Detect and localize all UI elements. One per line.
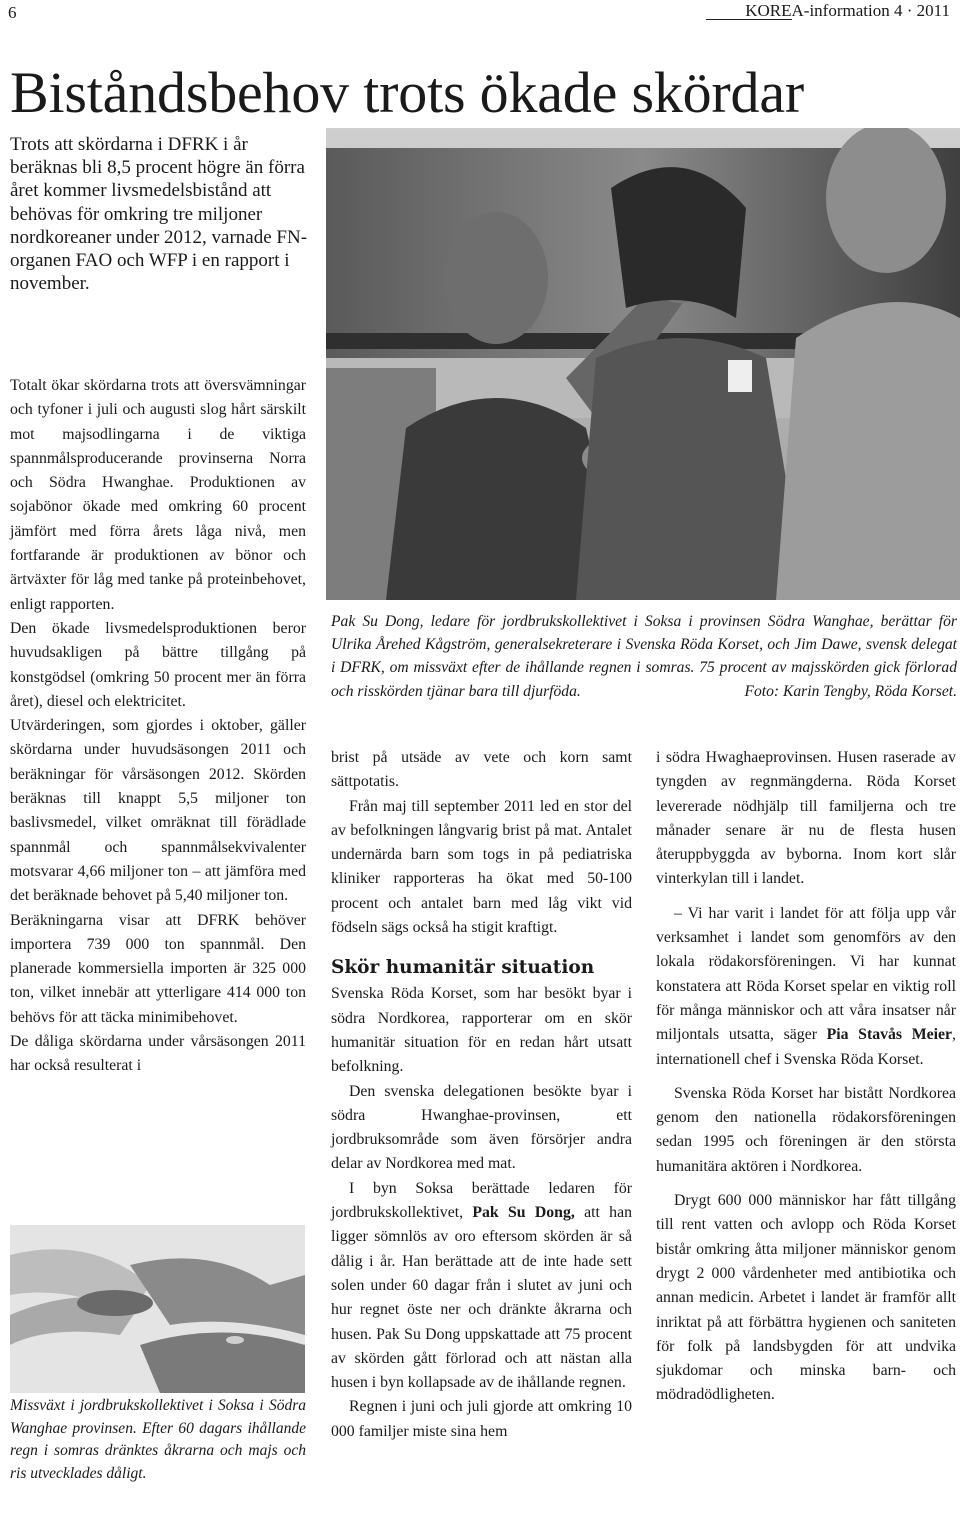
small-photo-image bbox=[10, 1225, 305, 1393]
text-run: att han ligger sömnlös av oro eftersom skörden är så dålig i år. Han berättade att de inte hade sett solen under 60 dagar från i slutet av juni och hur regnet öste ner och dränkte åkrarna och husen. Pak Su Dong uppskattade att 75 procent av skörden gått förlorad och att nästan alla husen i byn kollapsade av de ihållande regnen. bbox=[331, 1204, 632, 1392]
small-photo bbox=[10, 1225, 305, 1393]
caption-text: Pak Su Dong, ledare för jordbrukskollektivet i Soksa i provinsen Södra Wanghae, berättar för Ulrika Årehed Kågström, generalsekreterare i Svenska Röda Korset, och Jim Dawe, svensk delegat i DFRK, om missväxt efter de ihållande regnen i somras. 75 procent av majsskörden gick förlorad och risskörden tjänar bara till djurföda. bbox=[331, 613, 957, 700]
running-head: KOREA-information 4 · 2011 bbox=[745, 1, 950, 20]
article-ingress: Trots att skördarna i DFRK i år beräknas bli 8,5 procent högre än förra året kommer livsmedelsbistånd att behövas för omkring tre miljoner nordkoreaner under 2012, varnade FN-organen FAO och WFP i en rapport i november. bbox=[10, 134, 308, 295]
paragraph: Från maj till september 2011 led en stor del av befolkningen långvarig brist på mat. Antalet undernärda barn som togs in på pediatriska kliniker rapporteras ha ökat med 50-100 procent och antalet barn med låg vikt vid födseln sägs också ha stigit kraftigt. bbox=[331, 797, 632, 937]
paragraph: Den svenska delegationen besökte byar i södra Hwanghae-provinsen, ett jordbruksområde som även försörjer andra delar av Nordkorea med mat. bbox=[331, 1082, 632, 1173]
text-run: – Vi har varit i landet för att följa upp vår verksamhet i landet som genomförs av den lokala rödakorsföreningen. Vi har kunnat konstatera att Röda Korset spelar en viktig roll för många människor och att våra insatser når miljontals utsatta, säger bbox=[656, 904, 956, 1044]
article-headline: Biståndsbehov trots ökade skördar bbox=[10, 60, 804, 125]
column-1 bbox=[10, 374, 306, 1079]
text-run: I byn Soksa berättade ledaren för jordbrukskollektivet, bbox=[331, 1179, 632, 1222]
paragraph: Svenska Röda Korset, som har besökt byar i södra Nordkorea, rapporterar om en skör humanitär situation för en redan hårt utsatt befolkning. bbox=[331, 985, 632, 1076]
main-photo-caption bbox=[331, 610, 957, 703]
subheading: Skör humanitär situation bbox=[331, 957, 595, 979]
main-photo-image bbox=[326, 128, 960, 600]
paragraph: De dåliga skördarna under vårsäsongen 2011 har också resulterat i bbox=[10, 1033, 306, 1075]
person-name: Pia Stavås Meier bbox=[826, 1026, 953, 1044]
paragraph: Regnen i juni och juli gjorde att omkring 10 000 familjer miste sina hem bbox=[331, 1398, 632, 1440]
small-photo-caption: Missväxt i jordbrukskollektivet i Soksa i Södra Wanghae provinsen. Efter 60 dagars ihållande regn i somras dränktes åkrarna och majs och ris utvecklades dåligt. bbox=[10, 1397, 306, 1483]
page-number: 6 bbox=[8, 3, 17, 22]
column-3 bbox=[656, 746, 956, 1408]
paragraph: Drygt 600 000 människor har fått tillgång till rent vatten och avlopp och Röda Korset bistår omkring åtta miljoner människor genom drygt 2 000 vårdenheter med antibiotika och annan medicin. Arbetet i landet är framför allt inriktat på att förbättra hygienen och saniteten för folk på landsbygden för att undvika sjukdomar och minska barn- och mödradödligheten. bbox=[656, 1192, 956, 1404]
paragraph: i södra Hwaghaeprovinsen. Husen raserade av tyngden av regnmängderna. Röda Korset levererade nödhjälp till familjerna och tre månader senare är nu de flesta husen återuppbyggda av byborna. Inom kort slår vinterkylan till i landet. bbox=[656, 749, 956, 888]
paragraph: Utvärderingen, som gjordes i oktober, gäller skördarna under huvudsäsongen 2011 och beräkningar för vårsäsongen 2012. Skörden beräknas till knappt 5,5 miljoner ton baslivsmedel, vilket omräknat till förädlade spannmål och spannmålsekvivalenter motsvarar 4,66 miljoner ton – att jämföra med det beräknade behovet på 5,40 miljoner ton. bbox=[10, 717, 306, 905]
text-run: , internationell chef i Svenska Röda Korset. bbox=[656, 1026, 956, 1068]
paragraph: Svenska Röda Korset har bistått Nordkorea genom den nationella rödakorsföreningen sedan 1995 och föreningen är den största humanitära aktören i Nordkorea. bbox=[656, 1084, 956, 1175]
photo-credit: Foto: Karin Tengby, Röda Korset. bbox=[744, 682, 957, 700]
paragraph: Den ökade livsmedelsproduktionen beror huvudsakligen på bättre tillgång på konstgödsel (omkring 50 procent mer än förra året), diesel och elektricitet. bbox=[10, 619, 306, 710]
paragraph bbox=[331, 1177, 632, 1396]
paragraph: Totalt ökar skördarna trots att översvämningar och tyfoner i juli och augusti slog hårt särskilt mot majsodlingarna i de viktiga spannmålsproducerande provinserna Norra och Södra Hwanghae. Produktionen av sojabönor ökade med omkring 60 procent jämfört med förra årets låga nivå, men fortfarande är produktionen av bönor och ärtväxter för låg med tanke på proteinbehovet, enligt rapporten. bbox=[10, 377, 306, 613]
paragraph: Beräkningarna visar att DFRK behöver importera 739 000 ton spannmål. Den planerade kommersiella importen är 325 000 ton, vilket innebär att ytterligare 414 000 ton behövs för att täcka minimibehovet. bbox=[10, 911, 306, 1026]
main-photo bbox=[326, 128, 960, 600]
person-name: Pak Su Dong, bbox=[472, 1204, 575, 1222]
paragraph bbox=[656, 902, 956, 1072]
paragraph: brist på utsäde av vete och korn samt sättpotatis. bbox=[331, 749, 632, 791]
column-2 bbox=[331, 746, 632, 1444]
